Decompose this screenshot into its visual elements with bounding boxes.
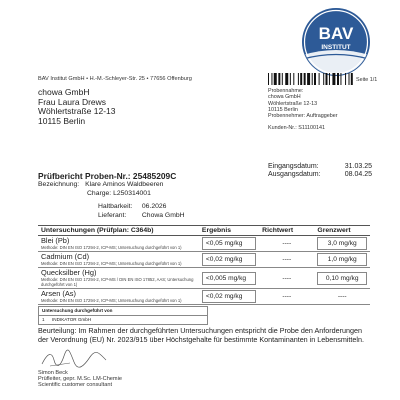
results-table	[38, 225, 370, 305]
barcode-bar	[271, 73, 272, 85]
assessment-text: Beurteilung: Im Rahmen der durchgeführten Untersuchungen entspricht die Probe den Anforderungen der Verordnung (EU) Nr. 2023/915 über Höchstgehalte für bestimmte Kontaminanten in Lebensmitteln.	[38, 326, 365, 344]
handwritten-signature	[40, 348, 110, 370]
recipient-address	[38, 88, 115, 126]
report-title: Prüfbericht Proben-Nr.: 25485209C	[38, 171, 177, 181]
limit-value: 1,0 mg/kg	[317, 253, 367, 266]
table-row	[38, 268, 370, 289]
shelf-life-label: Haltbarkeit:	[98, 203, 133, 210]
barcode-bar	[349, 73, 350, 85]
sampling-info	[268, 88, 338, 132]
table-header-row	[38, 226, 370, 236]
recipient-line: 10115 Berlin	[38, 115, 86, 126]
guide-value: ----	[259, 236, 314, 252]
parameter-cell	[38, 252, 199, 268]
result-value: <0,05 mg/kg	[202, 237, 256, 250]
parameter-name: Blei (Pb)	[41, 236, 70, 245]
lab-box-title: Untersuchung durchgeführt von	[39, 307, 207, 316]
barcode-bar	[282, 73, 283, 85]
guide-value: ----	[259, 252, 314, 268]
result-value: <0,02 mg/kg	[202, 290, 256, 303]
supplier-label: Lieferant:	[98, 212, 127, 219]
supplier-row	[98, 212, 185, 220]
barcode-bar	[345, 73, 346, 85]
parameter-method: Methode: DIN EN ISO 17294-2, ICP-MS; Untersuchung durchgeführt von 1)	[41, 298, 182, 303]
signer-role: Prüfleiter, gepr. M.Sc. LM-Chemie	[38, 376, 122, 383]
shelf-life-row	[98, 203, 166, 211]
supplier-value: Chowa GmbH	[141, 212, 185, 219]
recipient-line: chowa GmbH	[38, 87, 90, 97]
recipient-line: Frau Laura Drews	[38, 96, 107, 107]
parameter-cell	[38, 236, 199, 252]
parameter-cell	[38, 289, 199, 305]
barcode-bar	[274, 73, 277, 85]
table-row	[38, 236, 370, 252]
parameter-name: Cadmium (Cd)	[41, 252, 90, 261]
parameter-name: Quecksilber (Hg)	[41, 268, 97, 277]
signer-role-secondary: Scientific customer consultant	[38, 382, 112, 389]
bav-institut-logo	[301, 7, 371, 77]
barcode-bar	[278, 73, 280, 85]
column-header-limit-value: Grenzwert	[314, 226, 370, 236]
sampling-line: Probennehmer: Auftraggeber	[268, 113, 338, 120]
logo-text-main: BAV	[318, 24, 354, 43]
limit-value: 0,10 mg/kg	[317, 272, 367, 285]
received-date-label: Eingangsdatum:	[268, 163, 319, 170]
parameter-method: Methode: DIN EN ISO 17294-2, ICP-MS / DIN EN ISO 17852, AAS; Untersuchung durchgeführt von 1)	[41, 277, 194, 287]
received-date-value: 31.03.25	[344, 163, 372, 170]
issued-date-value: 08.04.25	[344, 171, 372, 178]
logo-text-sub: INSTITUT	[321, 44, 351, 51]
barcode-bar	[337, 73, 339, 85]
customer-number: Kunden-Nr.: S11100141	[268, 125, 326, 132]
designation-block	[38, 181, 163, 189]
dates-block	[268, 163, 372, 179]
guide-value: ----	[259, 289, 314, 305]
barcode-bar	[340, 73, 341, 85]
sampling-line: Probennahme:	[268, 88, 304, 94]
signer-name: Simon Beck	[38, 370, 68, 376]
lab-number: 1	[42, 317, 45, 322]
barcode-bar	[323, 73, 324, 85]
charge-number: Charge: L250314001	[87, 190, 151, 197]
barcode-bar	[300, 73, 302, 85]
lab-box	[38, 306, 208, 325]
barcode-bar	[332, 73, 335, 85]
guide-value: ----	[259, 268, 314, 289]
column-header-tests: Untersuchungen (Prüfplan: C364b)	[38, 226, 199, 236]
designation-value: Klare Aminos Waldbeeren	[85, 181, 164, 188]
sampling-line: chowa GmbH	[268, 94, 301, 101]
column-header-guide-value: Richtwert	[259, 226, 314, 236]
table-row	[38, 252, 370, 268]
barcode-bar	[293, 73, 294, 85]
parameter-method: Methode: DIN EN ISO 17294-2, ICP-MS; Untersuchung durchgeführt von 1)	[41, 261, 182, 266]
barcode-bar	[312, 73, 313, 85]
result-value: <0,005 mg/kg	[202, 272, 256, 285]
sender-address-line: BAV Institut GmbH • H.-M.-Schleyer-Str. 25 • 77656 Offenburg	[38, 76, 192, 82]
barcode-bar	[290, 73, 291, 85]
barcode-bar	[298, 73, 299, 85]
shelf-life-value: 06.2026	[141, 203, 167, 210]
barcode-bar	[351, 73, 353, 85]
parameter-cell	[38, 268, 199, 289]
parameter-name: Arsen (As)	[41, 289, 76, 298]
barcode-bar	[307, 73, 310, 85]
recipient-line: Wöhlertstraße 12-13	[38, 106, 116, 116]
sampling-line: 10115 Berlin	[268, 106, 298, 113]
barcode-bar	[285, 73, 288, 85]
barcode-bar	[326, 73, 328, 85]
limit-value: 3,0 mg/kg	[317, 237, 367, 250]
lab-name: INDIKATOR GmbH	[52, 317, 92, 322]
parameter-method: Methode: DIN EN ISO 17294-2, ICP-MS; Untersuchung durchgeführt von 1)	[41, 245, 182, 250]
sampling-line: Wöhlertstraße 12-13	[268, 100, 318, 107]
page-number: Seite 1/1	[356, 77, 378, 83]
barcode-bar	[329, 73, 330, 85]
barcode-bar	[268, 73, 269, 85]
signature-block	[38, 370, 122, 389]
barcode-bar	[314, 73, 316, 85]
column-header-result: Ergebnis	[199, 226, 259, 236]
limit-value: ----	[314, 289, 370, 305]
barcode-bar	[319, 73, 320, 85]
designation-label: Bezeichnung:	[38, 181, 80, 188]
barcode-bar	[304, 73, 306, 85]
table-row	[38, 289, 370, 305]
result-value: <0,02 mg/kg	[202, 253, 256, 266]
issued-date-label: Ausgangsdatum:	[268, 171, 321, 178]
